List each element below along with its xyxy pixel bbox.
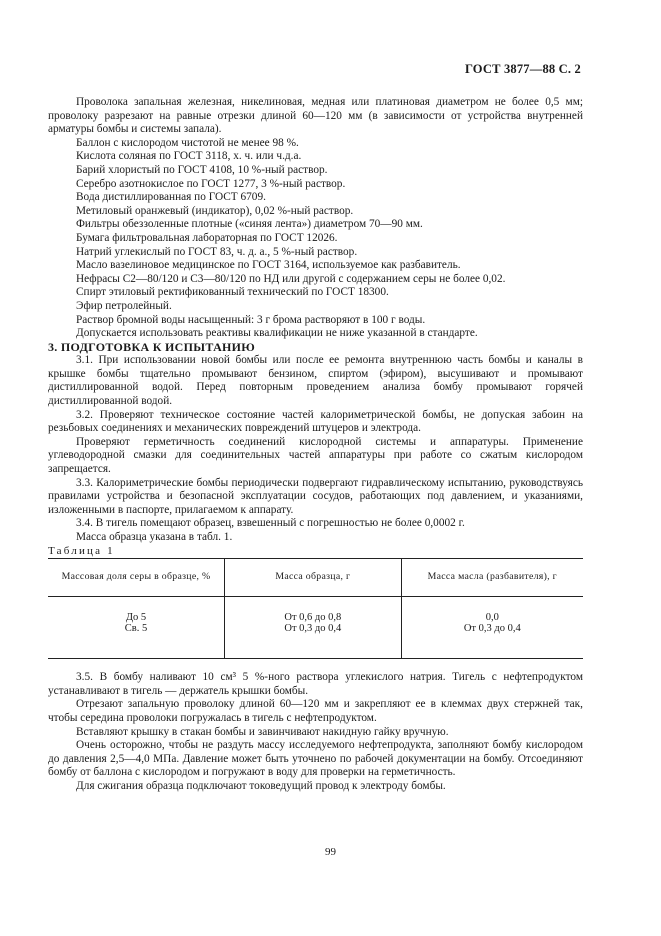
running-header: ГОСТ 3877—88 С. 2 <box>464 62 581 76</box>
paragraph: Для сжигания образца подключают токоведущий провод к электроду бомбы. <box>76 779 446 792</box>
paragraph: 3.2. Проверяют техническое состояние частей калориметрической бомбы, не допуская забоин на резьбовых соединениях и механических повреждений штуцеров и электрода. <box>48 408 583 435</box>
materials-item: Вода дистиллированная по ГОСТ 6709. <box>76 191 266 204</box>
materials-item: Баллон с кислородом чистотой не менее 98 %. <box>76 136 299 149</box>
table-row <box>48 597 583 659</box>
materials-item: Нефрасы С2—80/120 и С3—80/120 по НД или другой с содержанием серы не более 0,02. <box>76 272 506 285</box>
materials-item: Барий хлористый по ГОСТ 4108, 10 %-ный раствор. <box>76 163 328 176</box>
materials-item: Спирт этиловый ректификованный технический по ГОСТ 18300. <box>76 286 389 299</box>
table-caption: Таблица 1 <box>48 544 115 557</box>
materials-item: Натрий углекислый по ГОСТ 83, ч. д. а., 5 %-ный раствор. <box>76 245 358 258</box>
paragraph: Проверяют герметичность соединений кислородной системы и аппаратуры. Применение углеводородной смазки для соединительных частей аппаратуры при работе со сжатым кислородом запрещается. <box>48 435 583 476</box>
materials-item: Фильтры обеззоленные плотные («синяя лента») диаметром 70—90 мм. <box>76 218 423 231</box>
sample-mass-table <box>48 558 583 659</box>
section-title: 3. ПОДГОТОВКА К ИСПЫТАНИЮ <box>48 339 256 354</box>
paragraph: Очень осторожно, чтобы не раздуть массу исследуемого нефтепродукта, заполняют бомбу кислородом до давления 2,5—4,0 МПа. Давление может быть уточнено по рабочей документации на бомбу. Отсоединяют бомбу от баллона с кислородом и погружают в воду для проверки на герметичность. <box>48 739 583 779</box>
materials-item: Метиловый оранжевый (индикатор), 0,02 %-ный раствор. <box>76 204 354 217</box>
paragraph: Отрезают запальную проволоку длиной 60—120 мм и закрепляют ее в клеммах двух стержней так, чтобы середина проволоки погружалась в тигель с нефтепродуктом. <box>48 698 583 724</box>
materials-item: Бумага фильтровальная лабораторная по ГОСТ 12026. <box>76 231 338 244</box>
cell-oil-mass <box>401 597 583 659</box>
materials-list <box>48 96 583 341</box>
paragraph: Вставляют крышку в стакан бомбы и завинчивают накидную гайку вручную. <box>76 725 449 738</box>
cell-value: От 0,3 до 0,4 <box>284 623 342 635</box>
cell-value: Св. 5 <box>124 623 148 635</box>
paragraph: 3.5. В бомбу наливают 10 см³ 5 %-ного раствора углекислого натрия. Тигель с нефтепродуктом устанавливают в тигель — держатель крышки бомбы. <box>48 671 583 697</box>
header-sample-mass: Масса образца, г <box>225 559 402 597</box>
table-header-row <box>48 559 583 597</box>
materials-item: Раствор бромной воды насыщенный: 3 г брома растворяют в 100 г воды. <box>76 313 426 326</box>
paragraph: Масса образца указана в табл. 1. <box>76 531 233 543</box>
page-number: 99 <box>325 846 336 858</box>
cell-sulfur-fraction <box>48 597 225 659</box>
cell-sample-mass <box>225 597 402 659</box>
cell-value: До 5 <box>125 612 147 624</box>
after-table-paragraphs <box>48 671 583 793</box>
cell-value: 0,0 <box>485 612 499 624</box>
cell-value: От 0,3 до 0,4 <box>463 623 521 635</box>
materials-item: Серебро азотнокислое по ГОСТ 1277, 3 %-ный раствор. <box>76 177 346 190</box>
materials-item: Проволока запальная железная, никелиновая, медная или платиновая диаметром не более 0,5 мм; проволоку разрезают на равные отрезки длиной 60—120 мм (в зависимости от устройства внутренней арматуры бомбы и системы запала). <box>48 96 583 136</box>
header-oil-mass: Масса масла (разбавителя), г <box>401 559 583 597</box>
materials-item: Эфир петролейный. <box>76 299 172 312</box>
cell-value: От 0,6 до 0,8 <box>284 612 342 624</box>
materials-item: Кислота соляная по ГОСТ 3118, х. ч. или ч.д.а. <box>76 150 302 163</box>
paragraph: 3.3. Калориметрические бомбы периодически подвергают гидравлическому испытанию, руководствуясь правилами устройства и безопасной эксплуатации сосудов, работающих под давлением, и указаниями, изложенными в паспорте, прилагаемом к аппарату. <box>48 476 583 516</box>
body-text <box>48 96 583 794</box>
header-sulfur-fraction: Массовая доля серы в образце, % <box>48 559 225 597</box>
paragraph: 3.4. В тигель помещают образец, взвешенный с погрешностью не более 0,0002 г. <box>76 517 465 530</box>
materials-item: Масло вазелиновое медицинское по ГОСТ 3164, используемое как разбавитель. <box>76 259 461 272</box>
materials-item: Допускается использовать реактивы квалификации не ниже указанной в стандарте. <box>76 327 478 340</box>
section-paragraphs <box>48 354 583 544</box>
paragraph: 3.1. При использовании новой бомбы или после ее ремонта внутреннюю часть бомбы и каналы в крышке бомбы тщательно промывают бензином, спиртом (эфиром), высушивают и промывают дистиллированной водой. Перед повторным проведением анализа бомбу промывают горячей дистиллированной водой. <box>48 354 583 408</box>
